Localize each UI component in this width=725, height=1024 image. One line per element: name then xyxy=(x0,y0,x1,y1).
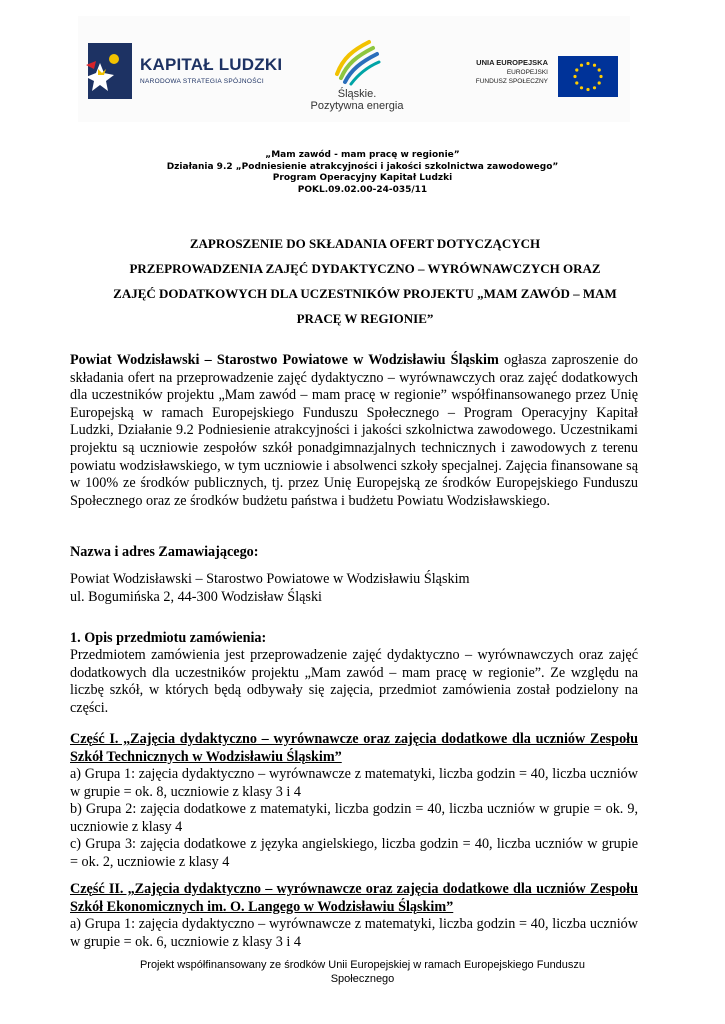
eu-line1: UNIA EUROPEJSKA xyxy=(476,58,548,67)
contracting-name: Powiat Wodzisławski – Starostwo Powiatowe w Wodzisławiu Śląskim xyxy=(70,571,470,587)
eu-flag-icon xyxy=(558,56,618,97)
part1-group-2: b) Grupa 2: zajęcia dodatkowe z matematyki, liczba godzin = 40, liczba uczniów w grupie = ok. 9, uczniowie z klasy 4 xyxy=(70,801,638,835)
title-line-1: ZAPROSZENIE DO SKŁADANIA OFERT DOTYCZĄCYCH xyxy=(189,236,541,251)
part1-heading: Część I. „Zajęcia dydaktyczno – wyrównawcze oraz zajęcia dodatkowe dla uczniów Zespołu Szkół Technicznych w Wodzisławiu Śląskim” xyxy=(70,731,638,765)
project-number: POKL.09.02.00-24-035/11 xyxy=(297,184,428,195)
eu-line3: FUNDUSZ SPOŁECZNY xyxy=(475,78,548,85)
eu-logo xyxy=(458,56,628,100)
project-name: „Mam zawód - mam pracę w regionie” xyxy=(265,150,460,160)
intro-text: ogłasza zaproszenie do składania ofert na przeprowadzenie zajęć dydaktyczno – wyrównawczych oraz zajęć dodatkowych dla uczestników projektu „Mam zawód – mam pracę w regionie” współfinansowanego przez Unię Europejską w ramach Europejskiego Funduszu Społecznego – Program Operacyjny Kapitał Ludzki, Działanie 9.2 Podniesienie atrakcyjności i jakości szkolnictwa zawodowego. Uczestnikami projektu są uczniowie zespołów szkół ponadgimnazjalnych technicznych i zawodowych z terenu powiatu wodzisławskiego, w tym uczniowie i absolwenci szkoły specjalnej. Zajęcia finansowane są w 100% ze środków publicznych, tj. przez Unię Europejską ze środków Europejskiego Funduszu Społecznego oraz ze środków budżetu państwa i budżetu Powiatu Wodzisławskiego. xyxy=(70,352,638,509)
project-program: Program Operacyjny Kapitał Ludzki xyxy=(272,173,453,183)
slaskie-slogan: Pozytywna energia xyxy=(310,100,404,112)
title-line-2: PRZEPROWADZENIA ZAJĘĆ DYDAKTYCZNO – WYRÓWNAWCZYCH ORAZ xyxy=(129,261,601,276)
slaskie-wave-icon xyxy=(329,36,385,86)
part1-group-3: c) Grupa 3: zajęcia dodatkowe z języka angielskiego, liczba godzin = 40, liczba uczniów w grupie = ok. 2, uczniowie z klasy 4 xyxy=(70,836,638,870)
footer-line-1: Projekt współfinansowany ze środków Unii Europejskiej w ramach Europejskiego Funduszu xyxy=(139,959,586,971)
part1-group-1: a) Grupa 1: zajęcia dydaktyczno – wyrównawcze z matematyki, liczba godzin = 40, liczba uczniów w grupie = ok. 8, uczniowie z klasy 3 i 4 xyxy=(70,766,638,800)
document-title xyxy=(50,231,680,331)
slaskie-logo xyxy=(302,36,412,116)
intro-organization: Powiat Wodzisławski – Starostwo Powiatowe w Wodzisławiu Śląskim xyxy=(70,352,499,368)
title-line-4: PRACĘ W REGIONIE” xyxy=(296,311,434,326)
eu-line2: EUROPEJSKI xyxy=(506,69,548,76)
title-line-3: ZAJĘĆ DODATKOWYCH DLA UCZESTNIKÓW PROJEKTU „MAM ZAWÓD – MAM xyxy=(113,286,617,301)
eu-text xyxy=(476,58,548,86)
slaskie-name: Śląskie. xyxy=(337,88,377,100)
logo-band xyxy=(78,16,630,122)
kapital-ludzki-subtitle: NARODOWA STRATEGIA SPÓJNOŚCI xyxy=(140,78,264,85)
part2-group-1: a) Grupa 1: zajęcia dydaktyczno – wyrównawcze z matematyki, liczba godzin = 40, liczba uczniów w grupie = ok. 6, uczniowie z klasy 3 i 4 xyxy=(70,916,638,950)
contracting-address: ul. Bogumińska 2, 44-300 Wodzisław Śląski xyxy=(70,589,322,605)
intro-paragraph xyxy=(70,352,638,510)
kapital-ludzki-title: KAPITAŁ LUDZKI xyxy=(140,55,283,74)
kapital-ludzki-logo xyxy=(84,39,284,103)
section1-heading: 1. Opis przedmiotu zamówienia: xyxy=(70,630,267,646)
project-header xyxy=(0,150,725,196)
section1-text: Przedmiotem zamówienia jest przeprowadzenie zajęć dydaktyczno – wyrównawczych oraz zajęć dodatkowych dla uczestników projektu „Mam zawód – mam pracę w regionie”. Ze względu na liczbę szkół, w których będą odbywały się zajęcia, przedmiot zamówienia został podzielony na części. xyxy=(70,647,638,716)
footer-line-2: Społecznego xyxy=(330,973,395,985)
part2-heading: Część II. „Zajęcia dydaktyczno – wyrównawcze oraz zajęcia dodatkowe dla uczniów Zespołu Szkół Ekonomicznych im. O. Langego w Wodzisławiu Śląskim” xyxy=(70,881,638,915)
page-footer xyxy=(0,958,725,986)
kapital-ludzki-star-icon xyxy=(84,39,136,103)
project-action: Działania 9.2 „Podniesienie atrakcyjności i jakości szkolnictwa zawodowego” xyxy=(166,161,559,172)
contracting-heading: Nazwa i adres Zamawiającego: xyxy=(70,544,259,560)
